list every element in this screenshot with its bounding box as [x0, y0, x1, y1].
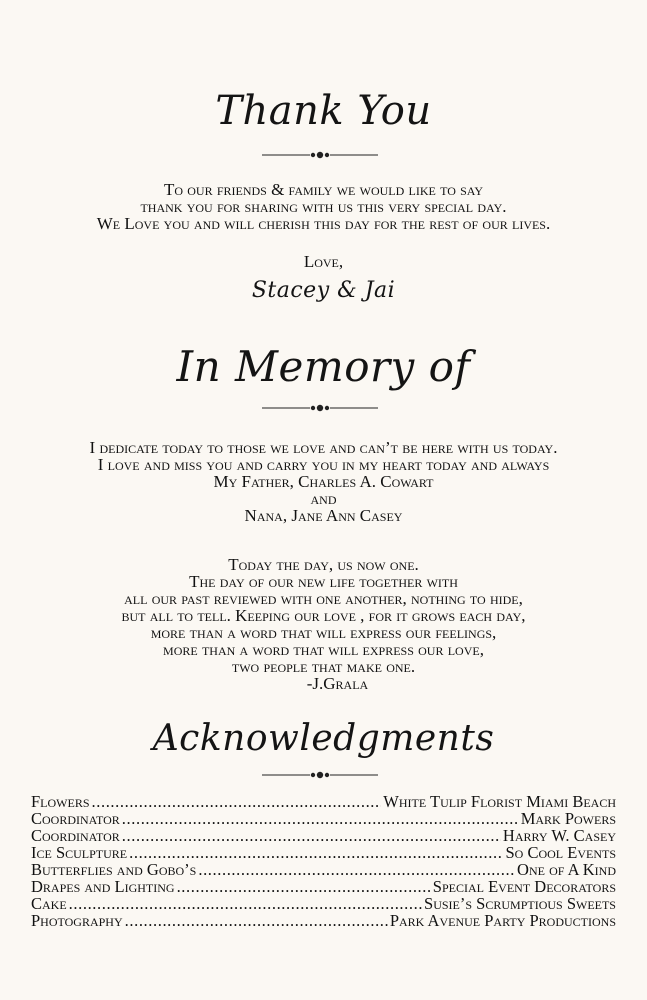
poem-line: but all to tell. Keeping our love , for it grows each day,	[121, 606, 526, 625]
leader-dots	[122, 827, 501, 844]
ack-row	[31, 810, 616, 827]
thank-you-line: To our friends & family we would like to say	[163, 180, 484, 199]
ack-label: Coordinator	[31, 809, 120, 828]
ack-label: Coordinator	[31, 826, 120, 845]
poem-line: Today the day, us now one.	[228, 555, 419, 574]
leader-dots	[92, 793, 382, 810]
ack-label: Drapes and Lighting	[31, 877, 175, 896]
memory-line: I dedicate today to those we love and can’t be here with us today.	[89, 438, 558, 457]
leader-dots	[129, 844, 503, 861]
thank-you-divider	[0, 150, 647, 160]
thank-you-closing: Love,	[303, 252, 344, 271]
leader-dots	[177, 878, 431, 895]
thank-you-message	[0, 181, 647, 232]
memory-line: Nana, Jane Ann Casey	[244, 506, 403, 525]
ack-value: Harry W. Casey	[502, 826, 616, 845]
memory-poem	[0, 556, 647, 692]
memory-divider	[0, 403, 647, 413]
memory-line: My Father, Charles A. Cowart	[213, 472, 434, 491]
poem-line: two people that make one.	[231, 657, 416, 676]
ack-label: Photography	[31, 911, 123, 930]
leader-dots	[69, 895, 422, 912]
ack-value: Special Event Decorators	[432, 877, 616, 896]
ack-row	[31, 895, 616, 912]
acknowledgments-divider	[0, 770, 647, 780]
ack-row	[31, 861, 616, 878]
ack-row	[31, 912, 616, 929]
acknowledgments-title: Acknowledgments	[152, 718, 495, 759]
poem-author: -J.Grala	[306, 674, 369, 693]
ack-label: Cake	[31, 894, 67, 913]
thank-you-line: thank you for sharing with us this very special day.	[140, 197, 507, 216]
ack-value: Mark Powers	[520, 809, 616, 828]
ack-label: Butterflies and Gobo’s	[31, 860, 197, 879]
ack-row	[31, 844, 616, 861]
memory-line: I love and miss you and carry you in my heart today and always	[97, 455, 550, 474]
ack-row	[31, 827, 616, 844]
poem-line: more than a word that will express our love,	[163, 640, 484, 659]
poem-line: more than a word that will express our feelings,	[150, 623, 497, 642]
leader-dots	[198, 861, 515, 878]
memory-dedication	[0, 439, 647, 524]
leader-dots	[122, 810, 519, 827]
thank-you-line: We Love you and will cherish this day for the rest of our lives.	[96, 214, 551, 233]
ack-value: White Tulip Florist Miami Beach	[383, 792, 616, 811]
acknowledgments-list	[31, 793, 616, 929]
memory-line: and	[310, 489, 337, 508]
ack-label: Flowers	[31, 792, 90, 811]
ack-value: One of A Kind	[517, 860, 616, 879]
signature: Stacey & Jai	[251, 278, 396, 303]
ack-value: So Cool Events	[505, 843, 616, 862]
poem-line: The day of our new life together with	[189, 572, 458, 591]
ack-row	[31, 793, 616, 810]
memory-title: In Memory of	[176, 342, 471, 391]
poem-line: all our past reviewed with one another, nothing to hide,	[124, 589, 523, 608]
thank-you-title: Thank You	[215, 88, 432, 134]
ack-value: Susie’s Scrumptious Sweets	[424, 894, 616, 913]
leader-dots	[125, 912, 388, 929]
ack-row	[31, 878, 616, 895]
ack-value: Park Avenue Party Productions	[389, 911, 616, 930]
ack-label: Ice Sculpture	[31, 843, 128, 862]
